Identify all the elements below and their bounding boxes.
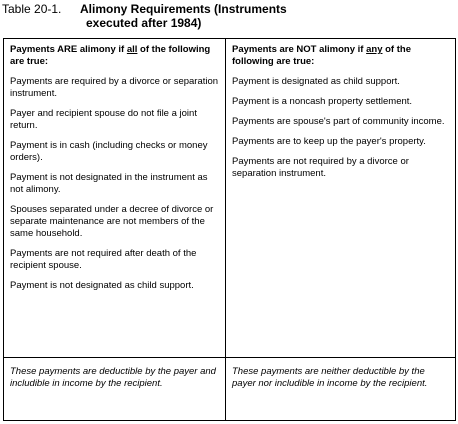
list-item: Payment is in cash (including checks or money orders). [10,140,208,163]
list-item: Payment is a noncash property settlement. [232,96,413,107]
table-heading [80,2,340,30]
header-emphasis: all [126,44,138,55]
list-item: Payment is designated as child support. [232,76,400,87]
list-item: Payment is not designated in the instrument as not alimony. [10,172,208,195]
alimony-criteria-header [10,44,220,68]
list-item: Spouses separated under a decree of divorce or separate maintenance are not members of the same household. [10,204,214,239]
table-title [2,2,454,36]
list-item: Payments are to keep up the payer's property. [232,136,426,147]
not-alimony-criteria-cell [226,39,456,358]
header-text-end: of the following are true: [232,44,411,67]
list-item: Payments are spouse's part of community income. [232,116,445,127]
table-heading-line-1: Alimony Requirements (Instruments [80,2,287,16]
list-item: Payment is not designated as child support. [10,280,194,291]
not-alimony-criteria-header [232,44,450,68]
alimony-criteria-cell [4,39,226,358]
list-item: Payments are not required by a divorce or separation instrument. [232,156,409,179]
header-text: Payments are NOT alimony if [232,44,367,55]
alimony-requirements-table [3,38,456,421]
table-number: Table 20-1. [2,2,62,16]
list-item: Payments are not required after death of the recipient spouse. [10,248,197,271]
list-item: Payer and recipient spouse do not file a joint return. [10,108,197,131]
not-alimony-footer-cell [226,358,456,421]
header-emphasis: any [366,44,383,55]
table-heading-line-2: executed after 1984) [86,16,202,30]
list-item: Payments are required by a divorce or separation instrument. [10,76,219,99]
not-alimony-footer-note: These payments are neither deductible by the payer nor includible in income by the recipient. [232,366,428,389]
alimony-footer-note: These payments are deductible by the payer and includible in income by the recipient. [10,366,216,389]
alimony-footer-cell [4,358,226,421]
header-text: Payments ARE alimony if [10,44,127,55]
header-text-end: of the following are true: [10,44,211,67]
